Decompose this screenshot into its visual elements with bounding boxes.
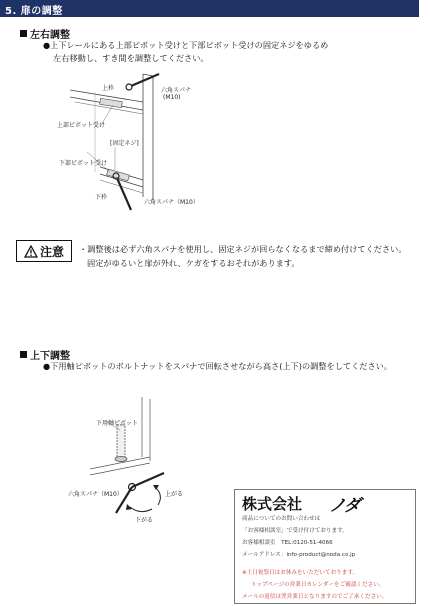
caution-line2: 固定がゆるいと扉が外れ、ケガをするおそれがあります。 <box>87 258 300 268</box>
company-note3: メールの返信は翌営業日となりますのでご了承ください。 <box>242 594 388 600</box>
company-inquiry: 商品についてのお問い合わせは <box>242 516 321 522</box>
label-fixing-screw: [固定ネジ] <box>110 140 139 147</box>
warning-triangle-icon <box>24 245 38 258</box>
label-upper-pivot: 上部ピボット受け <box>57 122 106 129</box>
label-hex-spanner-top: 六角スパナ <box>161 87 192 94</box>
label-up: 上がる <box>165 491 184 498</box>
up-down-diagram <box>60 395 180 520</box>
label-hex-spanner-ud: 六角スパナ（M10） <box>68 491 123 498</box>
lr-instruction-line1: ●上下レールにある上部ピボット受けと下部ピボット受けの固定ネジをゆるめ <box>43 40 329 50</box>
heading-up-down-text: 上下調整 <box>30 351 70 362</box>
square-bullet-icon <box>20 30 27 37</box>
company-name: 株式会社 <box>242 495 303 513</box>
section-title: 5. 扉の調整 <box>5 6 63 17</box>
label-lower-pivot: 下部ピボット受け <box>59 160 108 167</box>
label-upper-frame: 上枠 <box>102 85 115 92</box>
label-down: 下がる <box>135 517 154 524</box>
lr-instruction-line2: 左右移動し、すき間を調整してください。 <box>53 53 209 63</box>
label-hex-spanner-bottom: 六角スパナ（M10） <box>144 199 199 206</box>
label-lower-axis-pivot: 下用軸ピボット <box>96 420 139 427</box>
caution-line1: ・調整後は必ず六角スパナを使用し、固定ネジが回らなくなるまで締め付けてください。 <box>79 244 407 254</box>
square-bullet-icon <box>20 351 27 358</box>
ud-instruction-line1: ●下用軸ピボットのボルトナットをスパナで回転させながら高さ(上下)の調整をしてください。 <box>43 361 393 371</box>
company-desk: 「お客様相談室」で受け付けております。 <box>242 528 348 534</box>
label-m10-top: (M10) <box>163 94 181 101</box>
company-note2: トップページの営業日カレンダーをご確認ください。 <box>251 582 385 588</box>
heading-left-right-text: 左右調整 <box>30 30 70 41</box>
caution-box <box>16 240 72 262</box>
company-phone: お客様相談室 TEL:0120-51-4066 <box>242 540 333 546</box>
caution-label: 注意 <box>39 244 64 259</box>
company-email: メールアドレス：info-product@noda.co.jp <box>242 552 356 558</box>
company-logo: ノダ <box>329 496 360 516</box>
company-contact-box <box>234 489 416 604</box>
label-lower-frame: 下枠 <box>95 194 108 201</box>
section-header-bar <box>0 0 419 17</box>
company-note1: ※土日祝祭日はお休みをいただいております。 <box>242 570 359 576</box>
